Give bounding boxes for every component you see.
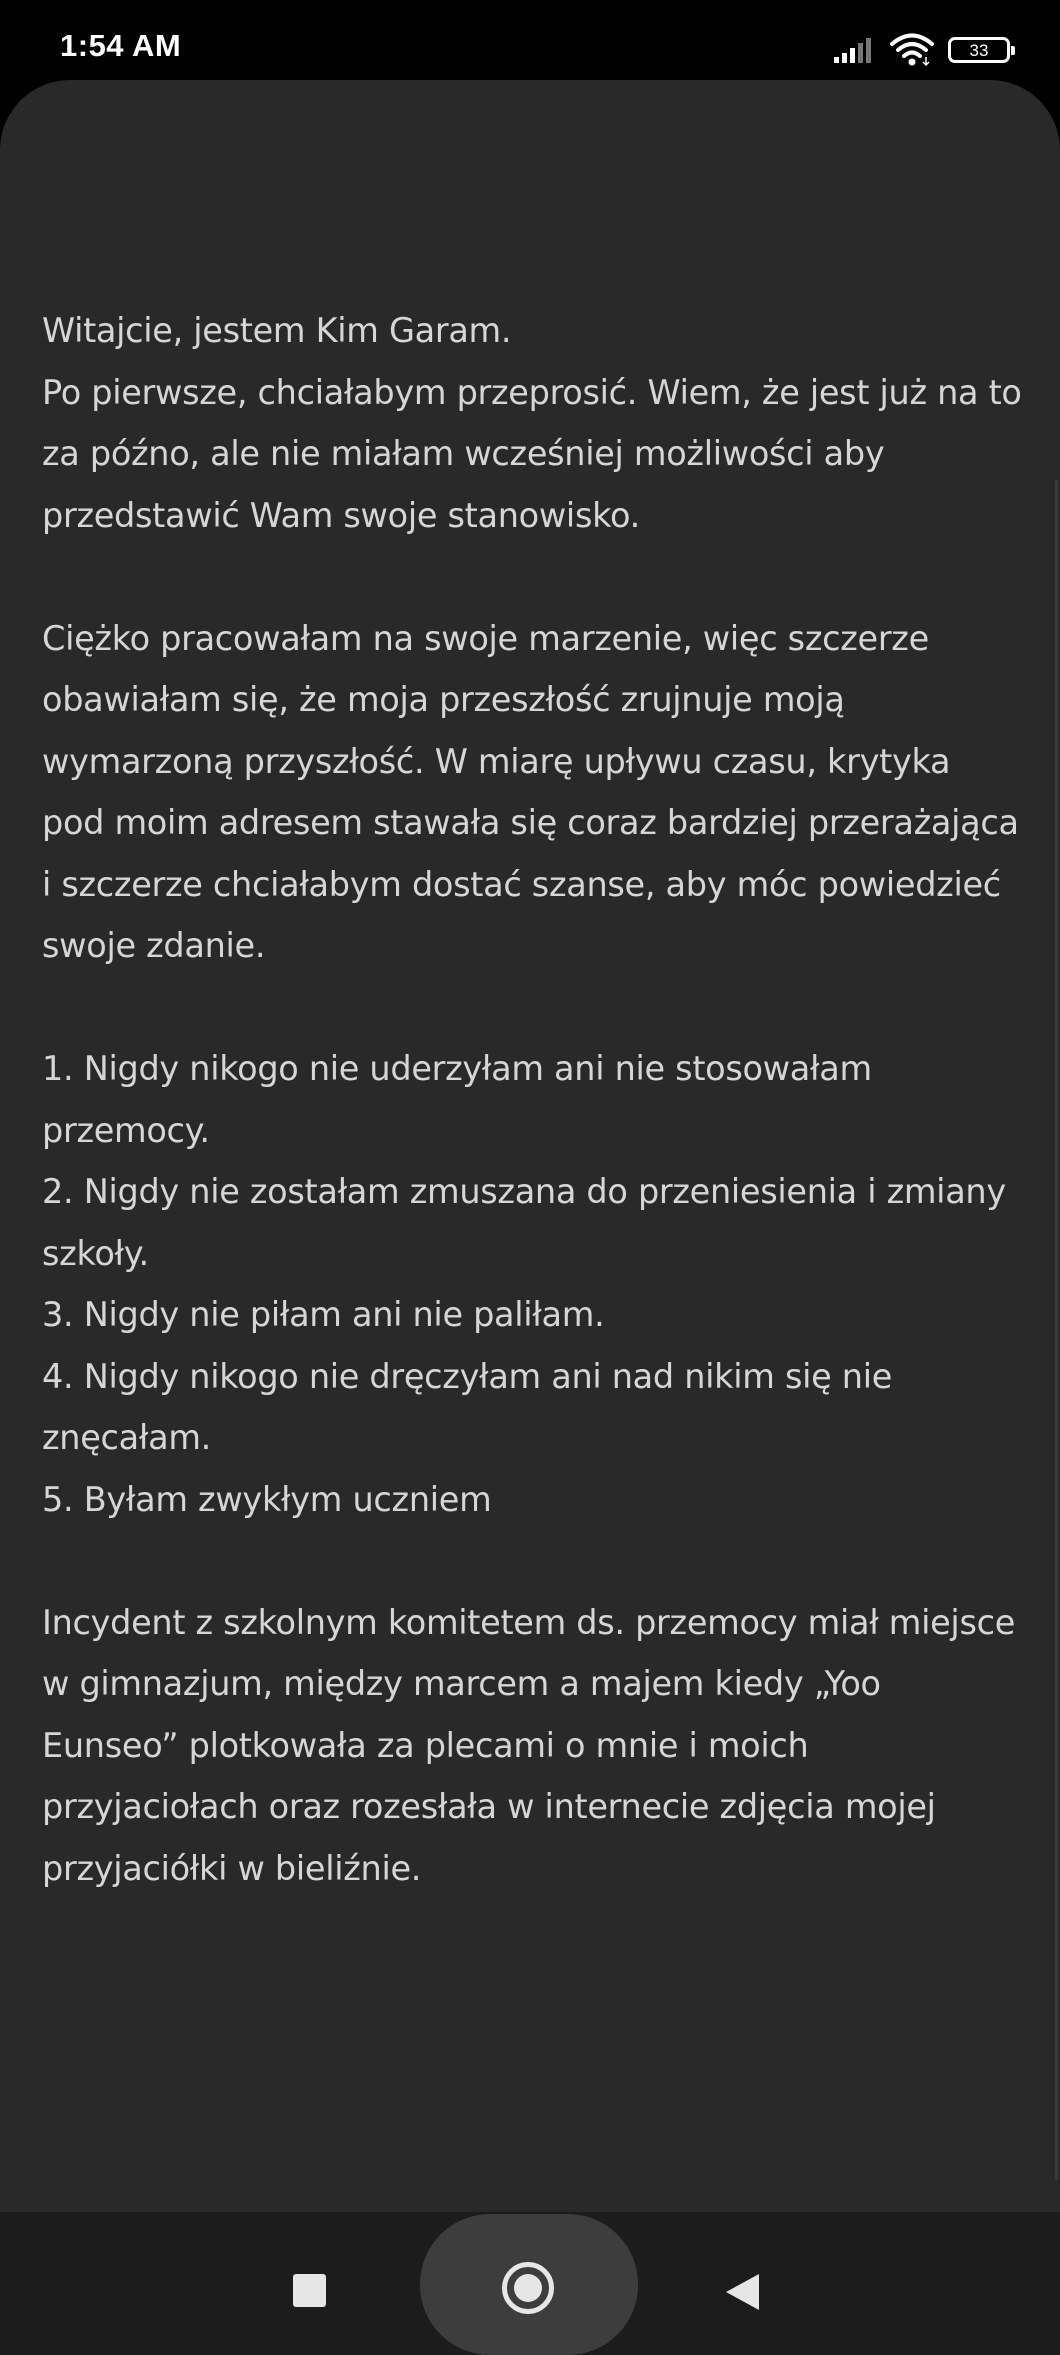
home-button[interactable] [502, 2262, 554, 2314]
battery-level: 33 [969, 40, 989, 60]
document-text [42, 300, 1022, 1899]
list-item: 4. Nigdy nikogo nie dręczyłam ani nad nikim się nie znęcałam. [42, 1356, 893, 1457]
status-bar [0, 0, 1060, 80]
recents-button[interactable] [293, 2274, 326, 2307]
status-icons [834, 30, 1010, 70]
paragraph-line: Ciężko pracowałam na swoje marzenie, więc szczerze obawiałam się, że moja przeszłość zrujnuje moją wymarzoną przyszłość. W miarę upływu czasu, krytyka pod moim adresem stawała się coraz bardziej przerażająca i szczerze chciałabym dostać szanse, aby móc powiedzieć swoje zdanie. [42, 618, 1019, 965]
signal-icon [834, 37, 876, 63]
paragraph-line: Witajcie, jestem Kim Garam. [42, 311, 512, 350]
paragraph-line: Po pierwsze, chciałabym przeprosić. Wiem, że jest już na to za późno, ale nie miałam wcześniej możliwości aby przedstawić Wam swoje stanowisko. [42, 372, 1022, 535]
paragraph-line: Incydent z szkolnym komitetem ds. przemocy miał miejsce w gimnazjum, między marcem a majem kiedy „Yoo Eunseo” plotkowała za plecami o mnie i moich przyjaciołach oraz rozesłała w internecie zdjęcia mojej przyjaciółki w bieliźnie. [42, 1602, 1016, 1888]
navigation-bar [0, 2212, 1060, 2355]
list-item: 5. Byłam zwykłym uczniem [42, 1479, 492, 1519]
battery-icon [948, 37, 1010, 63]
status-time: 1:54 AM [60, 28, 182, 63]
list-item: 3. Nigdy nie piłam ani nie paliłam. [42, 1295, 605, 1334]
wifi-icon [890, 33, 934, 67]
back-button[interactable] [726, 2274, 759, 2310]
scroll-indicator [1055, 480, 1058, 2180]
list-item: 1. Nigdy nikogo nie uderzyłam ani nie stosowałam przemocy. [42, 1049, 872, 1150]
list-item: 2. Nigdy nie zostałam zmuszana do przeniesienia i zmiany szkoły. [42, 1172, 1006, 1273]
